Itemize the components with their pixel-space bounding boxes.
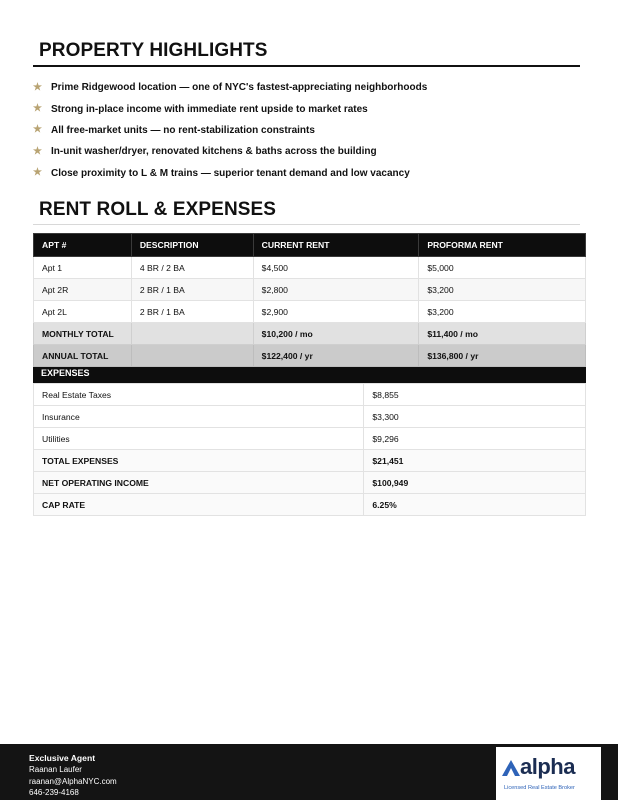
current-rent-cell: $4,500 bbox=[253, 257, 419, 279]
col-header-proforma-rent: PROFORMA RENT bbox=[419, 234, 586, 257]
table-row bbox=[34, 301, 586, 323]
monthly-total-row bbox=[34, 323, 586, 345]
proforma-rent-cell: $3,200 bbox=[419, 301, 586, 323]
logo-wordmark: alpha bbox=[520, 754, 575, 779]
agent-phone[interactable]: 646-239-4168 bbox=[29, 788, 79, 798]
rent-roll-title: RENT ROLL & EXPENSES bbox=[39, 199, 277, 220]
apt-cell: Apt 1 bbox=[34, 257, 132, 279]
agent-name: Raanan Laufer bbox=[29, 765, 82, 775]
rent-roll-header-row bbox=[34, 234, 586, 257]
expense-value: $9,296 bbox=[364, 428, 586, 450]
description-cell: 2 BR / 1 BA bbox=[131, 279, 253, 301]
table-row bbox=[34, 406, 586, 428]
current-rent-cell: $2,900 bbox=[253, 301, 419, 323]
table-row bbox=[34, 428, 586, 450]
highlight-item bbox=[33, 163, 593, 184]
highlight-item bbox=[33, 98, 593, 119]
total-expenses-row bbox=[34, 450, 586, 472]
highlight-item bbox=[33, 77, 593, 98]
monthly-proforma-total: $11,400 / mo bbox=[419, 323, 586, 345]
monthly-current-total: $10,200 / mo bbox=[253, 323, 419, 345]
highlights-list bbox=[33, 77, 593, 184]
highlight-text: In-unit washer/dryer, renovated kitchens & baths across the building bbox=[51, 146, 377, 158]
expense-label: Real Estate Taxes bbox=[34, 384, 364, 406]
col-header-current-rent: CURRENT RENT bbox=[253, 234, 419, 257]
agent-contact bbox=[29, 753, 117, 799]
highlight-text: All free-market units — no rent-stabilization constraints bbox=[51, 124, 315, 136]
col-header-apt: APT # bbox=[34, 234, 132, 257]
proforma-rent-cell: $3,200 bbox=[419, 279, 586, 301]
logo-tagline: Licensed Real Estate Broker bbox=[504, 785, 575, 791]
summary-label: CAP RATE bbox=[34, 494, 364, 516]
highlight-text: Strong in-place income with immediate rent upside to market rates bbox=[51, 103, 368, 115]
highlights-title: PROPERTY HIGHLIGHTS bbox=[39, 40, 268, 61]
description-cell: 4 BR / 2 BA bbox=[131, 257, 253, 279]
annual-proforma-total: $136,800 / yr bbox=[419, 345, 586, 367]
annual-total-blank bbox=[131, 345, 253, 367]
apt-cell: Apt 2R bbox=[34, 279, 132, 301]
alpha-logo-icon bbox=[502, 760, 520, 776]
highlight-item bbox=[33, 120, 593, 141]
highlight-text: Close proximity to L & M trains — superior tenant demand and low vacancy bbox=[51, 167, 410, 179]
star-icon: ★ bbox=[33, 103, 42, 115]
annual-total-label: ANNUAL TOTAL bbox=[34, 345, 132, 367]
table-row bbox=[34, 257, 586, 279]
highlight-text: Prime Ridgewood location — one of NYC's fastest-appreciating neighborhoods bbox=[51, 82, 428, 94]
apt-cell: Apt 2L bbox=[34, 301, 132, 323]
expense-value: $3,300 bbox=[364, 406, 586, 428]
annual-total-row bbox=[34, 345, 586, 367]
summary-label: NET OPERATING INCOME bbox=[34, 472, 364, 494]
agent-email[interactable]: raanan@AlphaNYC.com bbox=[29, 776, 117, 786]
alpha-logo bbox=[496, 747, 601, 800]
expense-value: $8,855 bbox=[364, 384, 586, 406]
highlight-item bbox=[33, 141, 593, 162]
expenses-header bbox=[33, 367, 586, 383]
agent-title: Exclusive Agent bbox=[29, 753, 96, 763]
monthly-total-label: MONTHLY TOTAL bbox=[34, 323, 132, 345]
net-operating-income-row bbox=[34, 472, 586, 494]
rent-roll-table bbox=[33, 233, 586, 367]
monthly-total-blank bbox=[131, 323, 253, 345]
expense-label: Insurance bbox=[34, 406, 364, 428]
rent-roll-divider bbox=[33, 224, 580, 225]
expenses-header-label: EXPENSES bbox=[41, 368, 90, 378]
star-icon: ★ bbox=[33, 81, 42, 93]
current-rent-cell: $2,800 bbox=[253, 279, 419, 301]
col-header-description: DESCRIPTION bbox=[131, 234, 253, 257]
table-row bbox=[34, 384, 586, 406]
highlights-divider bbox=[33, 65, 580, 67]
star-icon: ★ bbox=[33, 124, 42, 136]
star-icon: ★ bbox=[33, 167, 42, 179]
summary-value: 6.25% bbox=[364, 494, 586, 516]
expense-label: Utilities bbox=[34, 428, 364, 450]
table-row bbox=[34, 279, 586, 301]
star-icon: ★ bbox=[33, 145, 42, 157]
description-cell: 2 BR / 1 BA bbox=[131, 301, 253, 323]
annual-current-total: $122,400 / yr bbox=[253, 345, 419, 367]
summary-value: $100,949 bbox=[364, 472, 586, 494]
cap-rate-row bbox=[34, 494, 586, 516]
summary-label: TOTAL EXPENSES bbox=[34, 450, 364, 472]
footer bbox=[0, 744, 618, 800]
summary-value: $21,451 bbox=[364, 450, 586, 472]
proforma-rent-cell: $5,000 bbox=[419, 257, 586, 279]
expenses-table bbox=[33, 383, 586, 516]
